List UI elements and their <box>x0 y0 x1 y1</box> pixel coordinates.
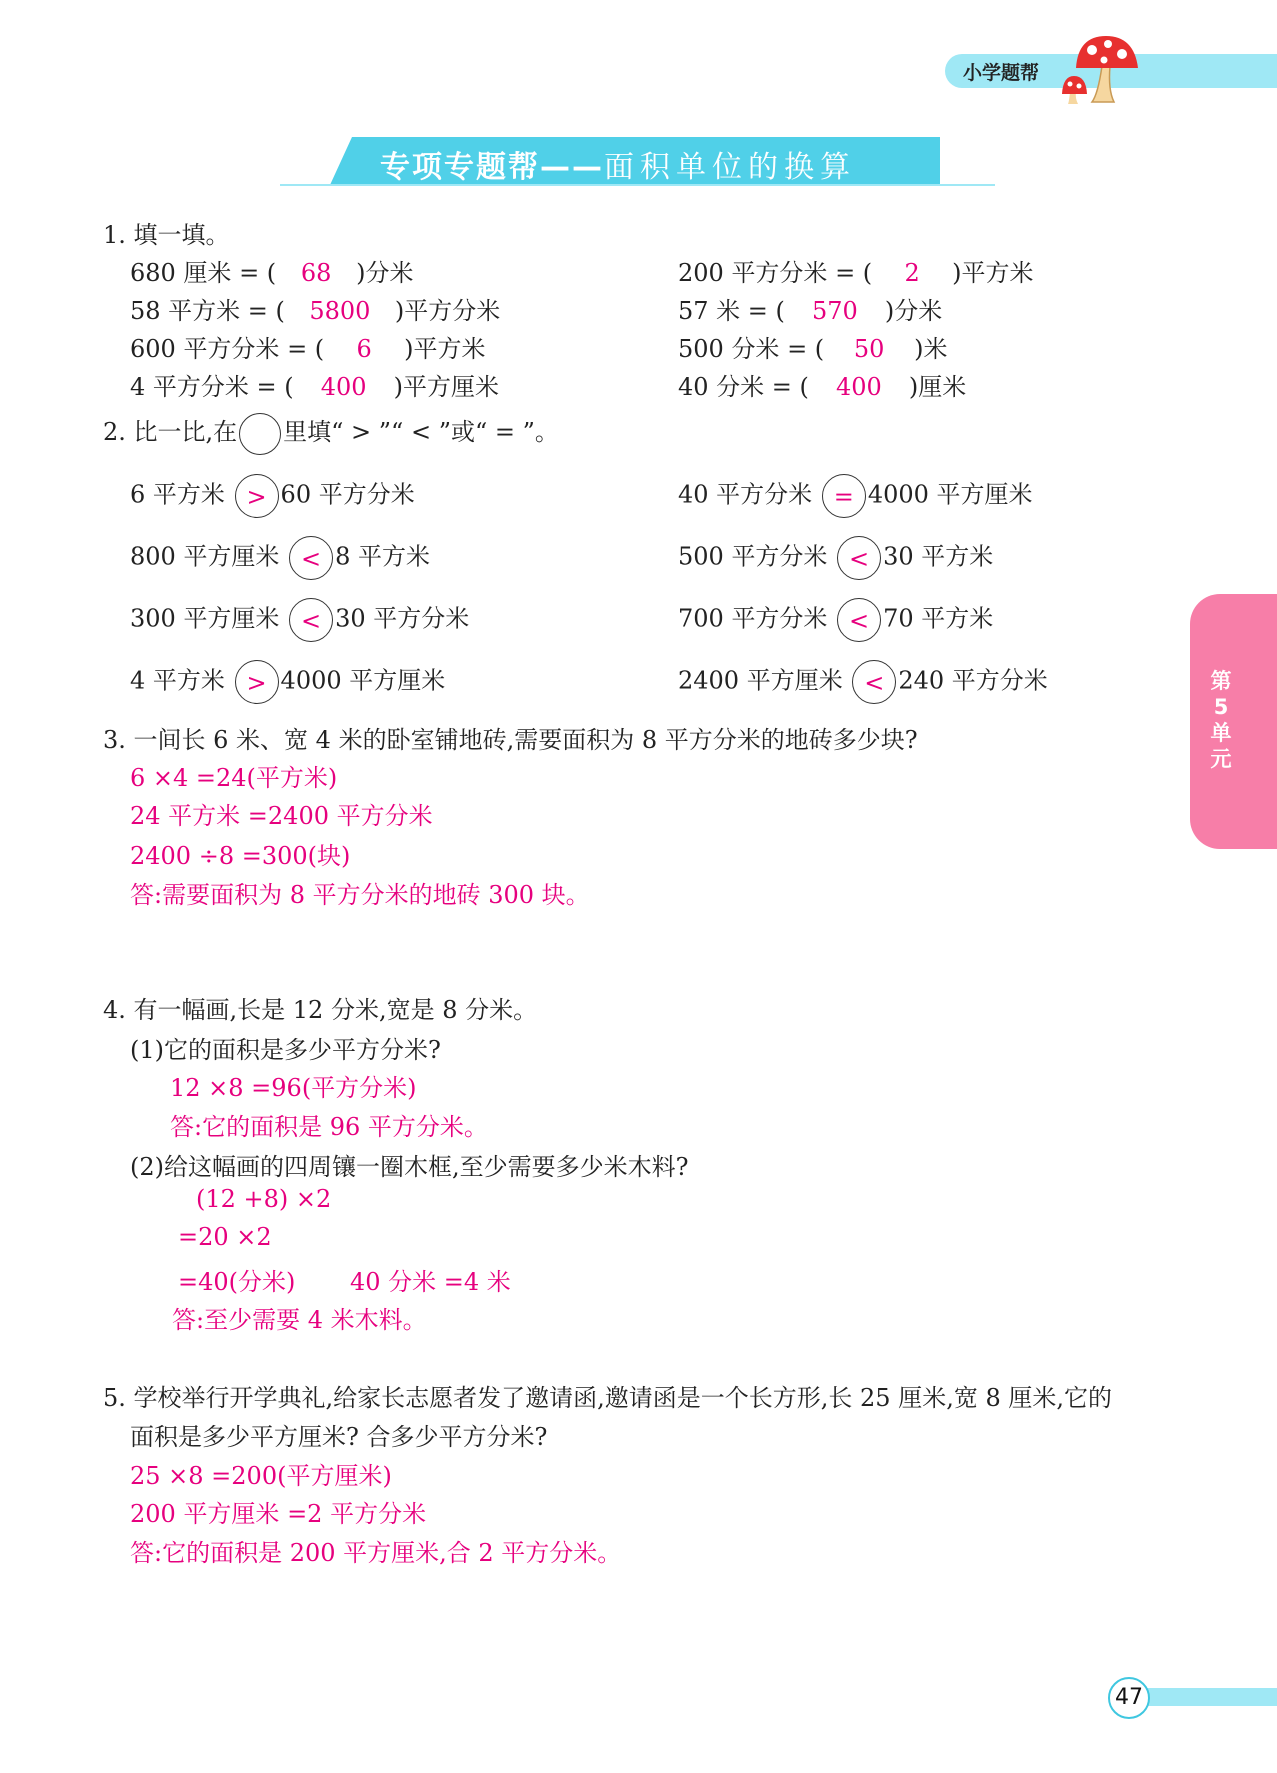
q1-left-answer: 400 <box>320 373 367 401</box>
q2-right-term: 4000 平方厘米 <box>280 666 446 695</box>
q5-question-line1: 5. 学校举行开学典礼,给家长志愿者发了邀请函,邀请函是一个长方形,长 25 厘米,宽 8 厘米,它的 <box>103 1384 1112 1412</box>
q4-part2-answer: 40 分米 =4 米 <box>350 1268 511 1296</box>
q2-item <box>678 536 993 580</box>
q2-left-term: 2400 平方厘米 <box>678 666 843 695</box>
q1-heading: 1. 填一填。 <box>103 221 230 249</box>
q2-right-term: 4000 平方厘米 <box>867 480 1033 509</box>
q1-left-answer: 6 <box>356 335 372 363</box>
q3-question: 3. 一间长 6 米、宽 4 米的卧室铺地砖,需要面积为 8 平方分米的地砖多少块? <box>103 726 918 754</box>
q1-left-prompt: 4 平方分米 = ( <box>130 373 294 401</box>
q1-row <box>130 367 499 402</box>
title-sub: 面积单位的换算 <box>604 150 856 185</box>
compare-circle: < <box>837 536 881 580</box>
q3-answer-line: 6 ×4 =24(平方米) <box>130 764 338 792</box>
q2-left-term: 300 平方厘米 <box>130 604 280 633</box>
q4-part2-answer: 答:至少需要 4 米木料。 <box>172 1306 427 1334</box>
q1-row <box>130 253 414 288</box>
q2-left-term: 500 平方分米 <box>678 542 828 571</box>
q1-row <box>678 329 948 364</box>
header-label: 小学题帮 <box>963 62 1040 84</box>
q2-left-term: 700 平方分米 <box>678 604 828 633</box>
compare-circle: > <box>235 660 279 704</box>
q1-right-prompt: 200 平方分米 = ( <box>678 259 873 287</box>
q1-right-prompt: 500 分米 = ( <box>678 335 825 363</box>
footer-bar <box>1140 1688 1277 1706</box>
q3-answer-line: 答:需要面积为 8 平方分米的地砖 300 块。 <box>130 881 590 909</box>
q4-part2-answer: =20 ×2 <box>178 1223 272 1251</box>
q1-left-answer: 5800 <box>309 297 371 325</box>
q1-left-prompt: 600 平方分米 = ( <box>130 335 325 363</box>
q2-item <box>130 536 430 580</box>
q1-right-prompt: 57 米 = ( <box>678 297 785 325</box>
q1-left-unit: )平方分米 <box>394 297 501 325</box>
q4-part2-answer: =40(分米) <box>178 1268 296 1296</box>
q1-left-unit: )平方厘米 <box>393 373 500 401</box>
q1-row <box>678 367 966 402</box>
q1-left-prompt: 58 平方米 = ( <box>130 297 285 325</box>
q1-row <box>130 291 500 326</box>
q1-right-answer: 50 <box>853 335 885 363</box>
mushroom-icon <box>1062 30 1150 104</box>
q3-answer-line: 2400 ÷8 =300(块) <box>130 842 351 870</box>
q1-right-answer: 570 <box>812 297 858 325</box>
q1-row <box>678 291 942 326</box>
q4-part2: (2)给这幅画的四周镶一圈木框,至少需要多少米木料? <box>130 1153 689 1181</box>
q5-answer-line: 答:它的面积是 200 平方厘米,合 2 平方分米。 <box>130 1539 622 1567</box>
q1-left-answer: 68 <box>300 259 332 287</box>
q2-heading <box>103 412 559 455</box>
q5-question-line2: 面积是多少平方厘米? 合多少平方分米? <box>130 1423 548 1451</box>
q2-item <box>678 660 1048 704</box>
q1-right-unit: )分米 <box>884 297 943 325</box>
title-main: 专项专题帮—— <box>380 150 604 185</box>
q1-right-unit: )厘米 <box>908 373 967 401</box>
compare-circle: < <box>289 536 333 580</box>
q2-left-term: 40 平方分米 <box>678 480 813 509</box>
unit-tab-label: 第5单元 <box>1210 669 1232 771</box>
compare-circle: < <box>289 598 333 642</box>
q2-item <box>678 598 993 642</box>
q2-item <box>130 598 469 642</box>
q2-left-term: 6 平方米 <box>130 480 225 509</box>
q1-left-unit: )平方米 <box>404 335 486 363</box>
q4-part1: (1)它的面积是多少平方分米? <box>130 1036 441 1064</box>
compare-circle: < <box>852 660 896 704</box>
q4-part2-answer: (12 +8) ×2 <box>196 1185 332 1213</box>
q5-answer-line: 200 平方厘米 =2 平方分米 <box>130 1500 427 1528</box>
q1-right-answer: 400 <box>836 373 882 401</box>
q4-question: 4. 有一幅画,长是 12 分米,宽是 8 分米。 <box>103 996 538 1024</box>
q2-right-term: 60 平方分米 <box>280 480 415 509</box>
q2-right-term: 8 平方米 <box>335 542 430 571</box>
q1-right-answer: 2 <box>904 259 920 287</box>
q2-right-term: 70 平方米 <box>883 604 994 633</box>
q4-part1-answer: 答:它的面积是 96 平方分米。 <box>170 1113 488 1141</box>
q1-row <box>130 329 486 364</box>
q2-item <box>678 474 1033 518</box>
page-number: 47 <box>1108 1677 1150 1719</box>
q1-right-prompt: 40 分米 = ( <box>678 373 809 401</box>
page-title <box>380 142 856 186</box>
q2-left-term: 4 平方米 <box>130 666 225 695</box>
q1-row <box>678 253 1034 288</box>
q5-answer-line: 25 ×8 =200(平方厘米) <box>130 1462 392 1490</box>
q2-right-term: 240 平方分米 <box>898 666 1048 695</box>
q2-right-term: 30 平方分米 <box>335 604 470 633</box>
blank-circle <box>239 413 281 455</box>
q3-answer-line: 24 平方米 =2400 平方分米 <box>130 802 433 830</box>
q1-left-prompt: 680 厘米 = ( <box>130 259 277 287</box>
q2-heading-end: 里填“ > ”“ < ”或“ = ”。 <box>283 418 559 446</box>
compare-circle: > <box>235 474 279 518</box>
q2-heading-start: 2. 比一比,在 <box>103 418 238 446</box>
q2-item <box>130 474 415 518</box>
q1-left-unit: )分米 <box>356 259 414 287</box>
compare-circle: = <box>822 474 866 518</box>
q2-left-term: 800 平方厘米 <box>130 542 280 571</box>
q2-item <box>130 660 445 704</box>
q2-right-term: 30 平方米 <box>883 542 994 571</box>
compare-circle: < <box>837 598 881 642</box>
q1-right-unit: )米 <box>914 335 948 363</box>
q4-part1-answer: 12 ×8 =96(平方分米) <box>170 1074 417 1102</box>
q1-right-unit: )平方米 <box>952 259 1034 287</box>
